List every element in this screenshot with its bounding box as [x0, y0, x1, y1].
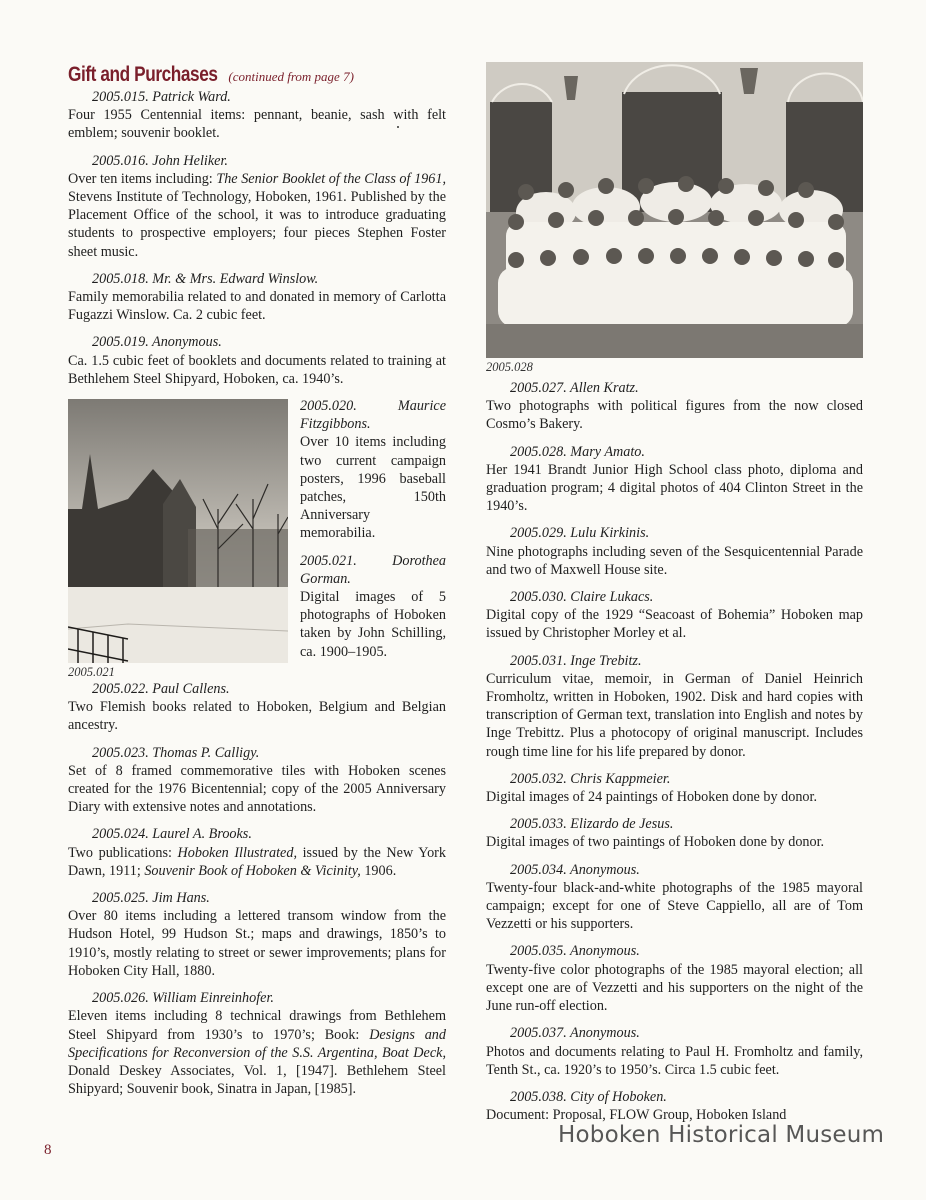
entry-heading: 2005.018. Mr. & Mrs. Edward Winslow. [92, 270, 319, 287]
continued-note: (continued from page 7) [228, 69, 354, 84]
entry-heading: 2005.030. Claire Lukacs. [510, 589, 654, 606]
entry-heading: 2005.032. Chris Kappmeier. [510, 770, 671, 787]
entry-2005-025 [68, 889, 446, 980]
entry-body: Eleven items including 8 technical drawings from Bethlehem Steel Shipyard from 1930’s to 1970’s; Book: [68, 1008, 446, 1043]
entry-body: Twenty-five color photographs of the 1985 mayoral election; all except one are of Vezzetti and his supporters on the night of the June run-off election. [486, 961, 863, 1015]
entry-body: Over ten items including: [68, 170, 217, 187]
entry-body: Her 1941 Brandt Junior High School class photo, diploma and graduation program; 4 digital photos of 404 Clinton Street in the 1940’s. [486, 461, 863, 515]
entry-heading: 2005.025. Jim Hans. [92, 890, 210, 907]
entry-2005-027 [486, 379, 863, 434]
entry-2005-024 [68, 825, 446, 880]
church-photo-image [68, 399, 288, 663]
entry-heading: 2005.028. Mary Amato. [510, 443, 645, 460]
entry-2005-032 [486, 770, 863, 806]
book-title: Hoboken Illustrated, [177, 844, 297, 861]
entry-2005-033 [486, 815, 863, 851]
photo-caption: 2005.028 [486, 360, 533, 374]
entry-body: Digital images of two paintings of Hoboken done by donor. [486, 834, 825, 851]
watermark: Hoboken Historical Museum [558, 1122, 885, 1148]
entry-heading: 2005.022. Paul Callens. [92, 681, 230, 698]
entry-body: Two photographs with political figures from the now closed Cosmo’s Bakery. [486, 398, 863, 433]
photo-caption: 2005.021 [68, 665, 115, 680]
entry-heading: 2005.015. Patrick Ward. [92, 89, 231, 105]
entry-heading: 2005.026. William Einreinhofer. [92, 990, 274, 1007]
entry-body: issued by the New York Dawn, 1911; [68, 844, 446, 879]
class-photo-image [486, 62, 863, 358]
page-number: 8 [44, 1142, 52, 1158]
entry-2005-019 [68, 333, 446, 388]
right-column [486, 62, 863, 1133]
entry-2005-038 [486, 1088, 863, 1124]
photo-figure-2005-021 [68, 399, 288, 680]
entry-body: Document: Proposal, FLOW Group, Hoboken Island [486, 1107, 787, 1124]
entry-heading: 2005.035. Anonymous. [510, 943, 640, 960]
entry-heading: 2005.021. Dorothea Gorman. [300, 552, 446, 587]
entry-heading: 2005.023. Thomas P. Calligy. [92, 744, 260, 761]
entry-2005-031 [486, 652, 863, 761]
entry-heading: 2005.034. Anonymous. [510, 861, 640, 878]
entry-2005-034 [486, 861, 863, 934]
book-title: The Senior Booklet of the Class of 1961, [216, 170, 446, 187]
book-title: Designs and Specifications for Reconversion of the S.S. Argentina, Boat Deck, [68, 1026, 446, 1061]
entry-2005-018 [68, 270, 446, 325]
entry-2005-022 [68, 680, 446, 735]
entry-body: Digital copy of the 1929 “Seacoast of Bohemia” Hoboken map issued by Christopher Morley et al. [486, 607, 863, 642]
entry-body: Digital images of 24 paintings of Hoboken done by donor. [486, 789, 817, 806]
entry-2005-015 [68, 88, 446, 143]
entry-body: Four 1955 Centennial items: pennant, beanie, sash with felt emblem; souvenir booklet. [68, 107, 446, 142]
entry-heading: 2005.029. Lulu Kirkinis. [510, 525, 650, 542]
section-heading [68, 62, 446, 90]
entry-2005-035 [486, 942, 863, 1015]
entry-body: Photos and documents relating to Paul H. Fromholtz and family, Tenth St., ca. 1920’s to 1950’s. Circa 1.5 cubic feet. [486, 1043, 863, 1078]
section-title: Gift and Purchases [68, 63, 218, 86]
book-title: Souvenir Book of Hoboken & Vicinity, [144, 862, 361, 879]
entry-body: Ca. 1.5 cubic feet of booklets and documents related to training at Bethlehem Steel Shipyard, Hoboken, ca. 1940’s. [68, 352, 446, 387]
entry-body: Digital images of 5 photographs of Hoboken taken by John Schilling, ca. 1900–1905. [300, 589, 446, 660]
entry-body: Stevens Institute of Technology, Hoboken, 1961. Published by the Placement Office of the school, it was to introduce graduating students to prospective employers; four pieces Stephen Foster sheet music. [68, 189, 446, 260]
entry-heading: 2005.037. Anonymous. [510, 1025, 640, 1042]
entry-heading: 2005.020. Maurice Fitzgibbons. [300, 398, 446, 433]
photo-class-portrait [486, 62, 863, 358]
entry-2005-028 [486, 443, 863, 516]
entry-body: Nine photographs including seven of the Sesquicentennial Parade and two of Maxwell House site. [486, 543, 863, 578]
entry-heading: 2005.031. Inge Trebitz. [510, 652, 642, 669]
entry-2005-026 [68, 989, 446, 1098]
entry-heading: 2005.016. John Heliker. [92, 152, 228, 169]
entry-heading: 2005.038. City of Hoboken. [510, 1088, 667, 1105]
entry-body: Over 10 items including two current campaign posters, 1996 baseball patches, 150th Anniversary memorabilia. [300, 434, 446, 542]
entry-heading: 2005.027. Allen Kratz. [510, 380, 639, 396]
entry-body: Two Flemish books related to Hoboken, Belgium and Belgian ancestry. [68, 699, 446, 734]
entry-body: 1906. [360, 862, 397, 879]
entry-heading: 2005.024. Laurel A. Brooks. [92, 826, 252, 843]
entry-body: Two publications: [68, 844, 178, 861]
left-column [68, 62, 446, 1107]
entry-2005-030 [486, 588, 863, 643]
entry-body: Curriculum vitae, memoir, in German of Daniel Heinrich Fromholtz, written in Hoboken, 1902. Disk and hard copies with transcription of German text, translation into English and notes by Inge Trebittz. Plus a photocopy of original manuscript. Includes rough time line for his life prepared by donor. [486, 670, 863, 760]
entry-2005-037 [486, 1024, 863, 1079]
entry-body: Donald Deskey Associates, Vol. 1, [1947]. Bethlehem Steel Shipyard; Souvenir book, Sinatra in Japan, [1985]. [68, 1062, 446, 1098]
entry-heading: 2005.019. Anonymous. [92, 334, 222, 351]
entry-body: Set of 8 framed commemorative tiles with Hoboken scenes created for the 1976 Bicentennial; copy of the 2005 Anniversary Diary with extensive notes and annotations. [68, 762, 446, 816]
entry-heading: 2005.033. Elizardo de Jesus. [510, 816, 674, 833]
entry-body: Over 80 items including a lettered transom window from the Hudson Hotel, 99 Hudson St.; maps and drawings, 1850’s to 1910’s, mostly relating to street or sewer improvements; plans for Hoboken City Hall, 1880. [68, 908, 446, 979]
entry-2005-029 [486, 524, 863, 579]
entry-body: Family memorabilia related to and donated in memory of Carlotta Fugazzi Winslow. Ca. 2 cubic feet. [68, 289, 446, 324]
entry-2005-023 [68, 744, 446, 817]
entry-body: Twenty-four black-and-white photographs of the 1985 mayoral campaign; except for one of Steve Cappiello, all are of Tom Vezzetti or his supporters. [486, 879, 863, 933]
photo-church-winter [68, 399, 288, 663]
entry-2005-016 [68, 152, 446, 261]
